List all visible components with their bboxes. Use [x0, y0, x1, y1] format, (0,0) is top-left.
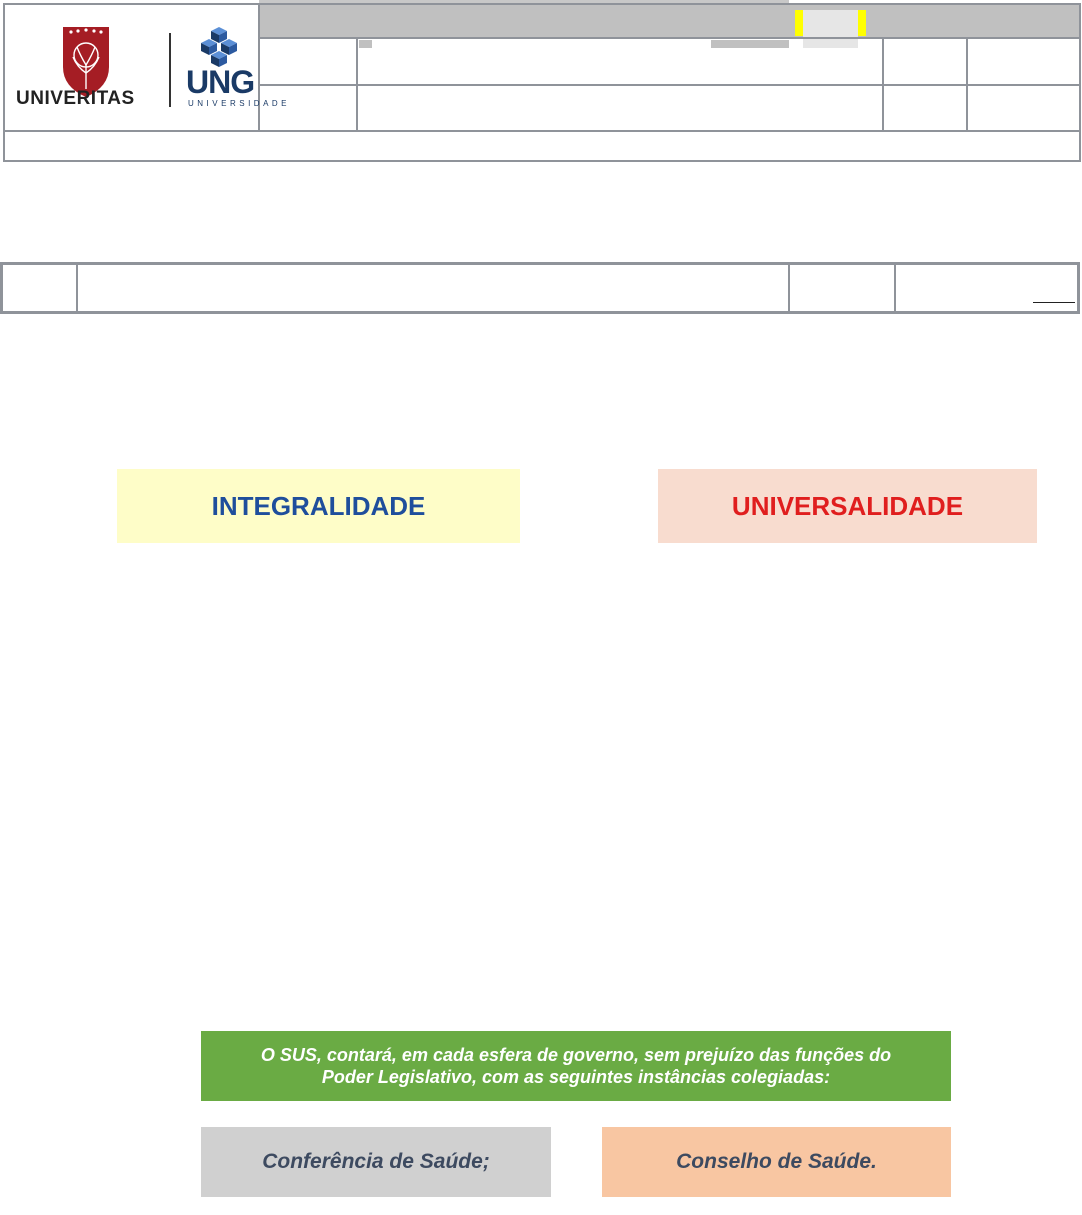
- logo-divider: [169, 33, 171, 107]
- info-table-grid-line: [894, 262, 896, 314]
- header-gray-fragment: [711, 40, 789, 48]
- conselho-de-saude-box: Conselho de Saúde.: [602, 1127, 951, 1197]
- header-yellow-marker-right: [858, 10, 866, 36]
- header-highlight-cell: [803, 10, 858, 48]
- header-grid-line: [259, 84, 1081, 86]
- ung-logo-text: UNG: [186, 64, 255, 100]
- universalidade-box: UNIVERSALIDADE: [658, 469, 1037, 543]
- sus-statement-box: O SUS, contará, em cada esfera de governo, sem prejuízo das funções do Poder Legislativo, com as seguintes instâncias colegiadas:: [201, 1031, 951, 1101]
- integralidade-box: INTEGRALIDADE: [117, 469, 520, 543]
- header-grid-line: [356, 37, 358, 132]
- header-grid-line: [966, 37, 968, 132]
- ung-subtitle-text: UNIVERSIDADE: [188, 99, 291, 108]
- header-gray-fragment: [359, 40, 372, 48]
- info-table-underline: [1033, 302, 1075, 303]
- header-grid-line: [882, 37, 884, 132]
- conferencia-de-saude-box: Conferência de Saúde;: [201, 1127, 551, 1197]
- info-table-grid-line: [788, 262, 790, 314]
- univeritas-logo-text: UNIVERITAS: [16, 88, 135, 109]
- info-table: [0, 262, 1080, 314]
- header-grid-line: [259, 37, 1081, 39]
- header-yellow-marker-left: [795, 10, 803, 36]
- header-title-bar: [259, 5, 1079, 37]
- header-grid-line: [3, 130, 1081, 132]
- info-table-grid-line: [76, 262, 78, 314]
